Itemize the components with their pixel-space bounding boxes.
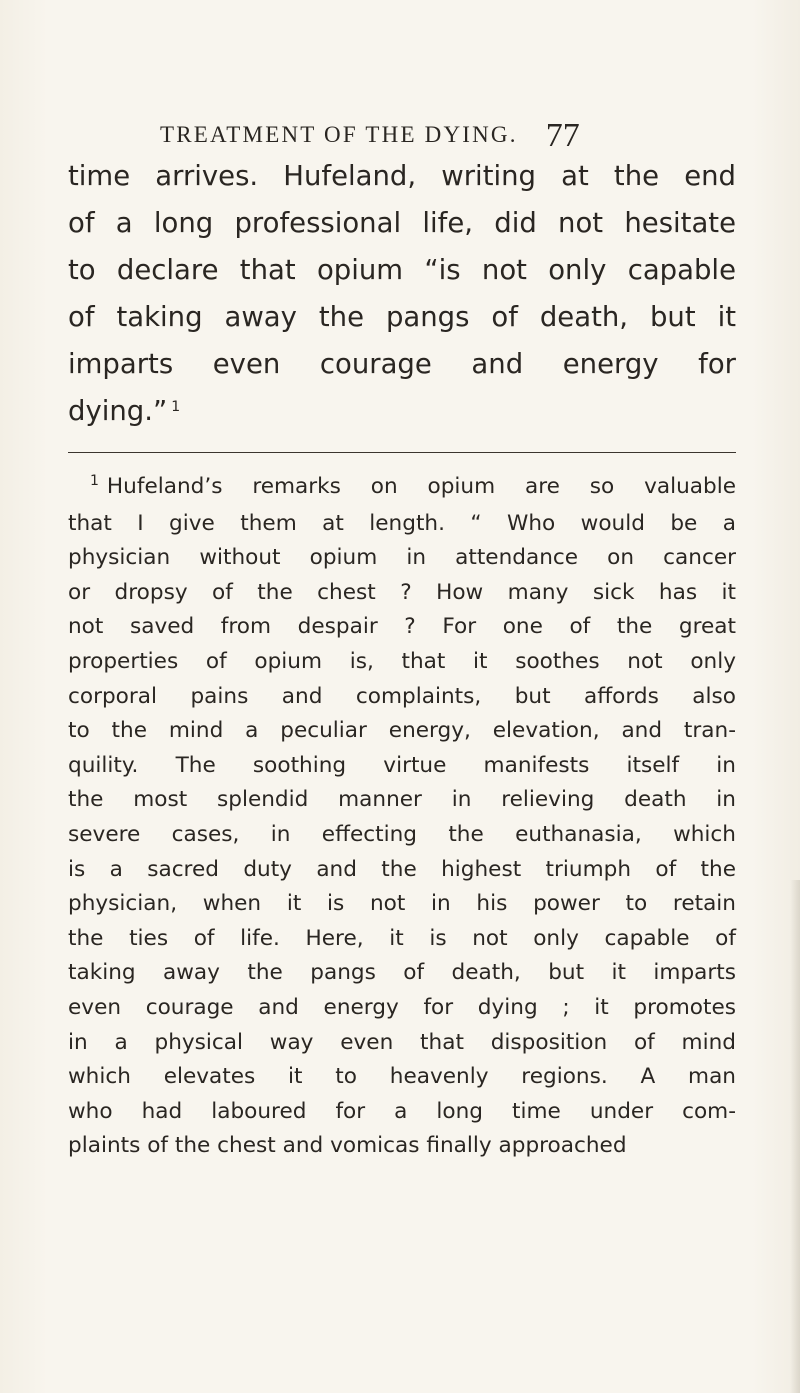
footnote-marker: 1 bbox=[90, 473, 99, 489]
body-line: of a long professional life, did not hesitate bbox=[68, 207, 736, 239]
footnote bbox=[68, 470, 736, 1164]
footnote-line: the ties of life. Here, it is not only capable of bbox=[68, 925, 736, 951]
body-line: time arrives. Hufeland, writing at the end bbox=[68, 160, 736, 192]
footnote-line: not saved from despair ? For one of the great bbox=[68, 614, 736, 640]
footnote-line: who had laboured for a long time under com- bbox=[68, 1098, 736, 1124]
footnote-line: is a sacred duty and the highest triumph of the bbox=[68, 856, 736, 882]
page-number: 77 bbox=[545, 117, 580, 154]
page-edge-shadow bbox=[790, 880, 800, 1393]
footnote-line: to the mind a peculiar energy, elevation, and tran- bbox=[68, 718, 736, 744]
footnote-line-text: Hufeland’s remarks on opium are so valuable bbox=[106, 474, 736, 499]
body-line: of taking away the pangs of death, but it bbox=[68, 301, 736, 333]
footnote-line: physician, when it is not in his power to retain bbox=[68, 891, 736, 917]
body-line-last bbox=[68, 388, 736, 440]
footnote-line: corporal pains and complaints, but affords also bbox=[68, 683, 736, 709]
footnote-line: properties of opium is, that it soothes not only bbox=[68, 648, 736, 674]
footnote-line: that I give them at length. “ Who would be a bbox=[68, 510, 736, 536]
running-head bbox=[160, 113, 720, 154]
footnote-line: the most splendid manner in relieving death in bbox=[68, 787, 736, 813]
running-head-title: TREATMENT OF THE DYING. bbox=[160, 122, 518, 147]
body-line: to declare that opium “is not only capable bbox=[68, 254, 736, 286]
footnote-line: plaints of the chest and vomicas finally approached bbox=[68, 1133, 627, 1159]
main-paragraph bbox=[68, 153, 736, 440]
footnote-line: quility. The soothing virtue manifests itself in bbox=[68, 752, 736, 778]
footnote-line: even courage and energy for dying ; it promotes bbox=[68, 994, 736, 1020]
footnote-reference: 1 bbox=[171, 399, 181, 415]
footnote-line: which elevates it to heavenly regions. A man bbox=[68, 1064, 736, 1090]
footnote-first-line bbox=[68, 470, 736, 507]
footnote-line: or dropsy of the chest ? How many sick has it bbox=[68, 579, 736, 605]
body-line: imparts even courage and energy for bbox=[68, 348, 736, 380]
footnote-line: taking away the pangs of death, but it imparts bbox=[68, 960, 736, 986]
body-line-text: dying.” bbox=[68, 395, 168, 427]
footnote-divider bbox=[68, 452, 736, 453]
footnote-line: severe cases, in effecting the euthanasia, which bbox=[68, 821, 736, 847]
footnote-line: physician without opium in attendance on cancer bbox=[68, 545, 736, 571]
footnote-line: in a physical way even that disposition of mind bbox=[68, 1029, 736, 1055]
